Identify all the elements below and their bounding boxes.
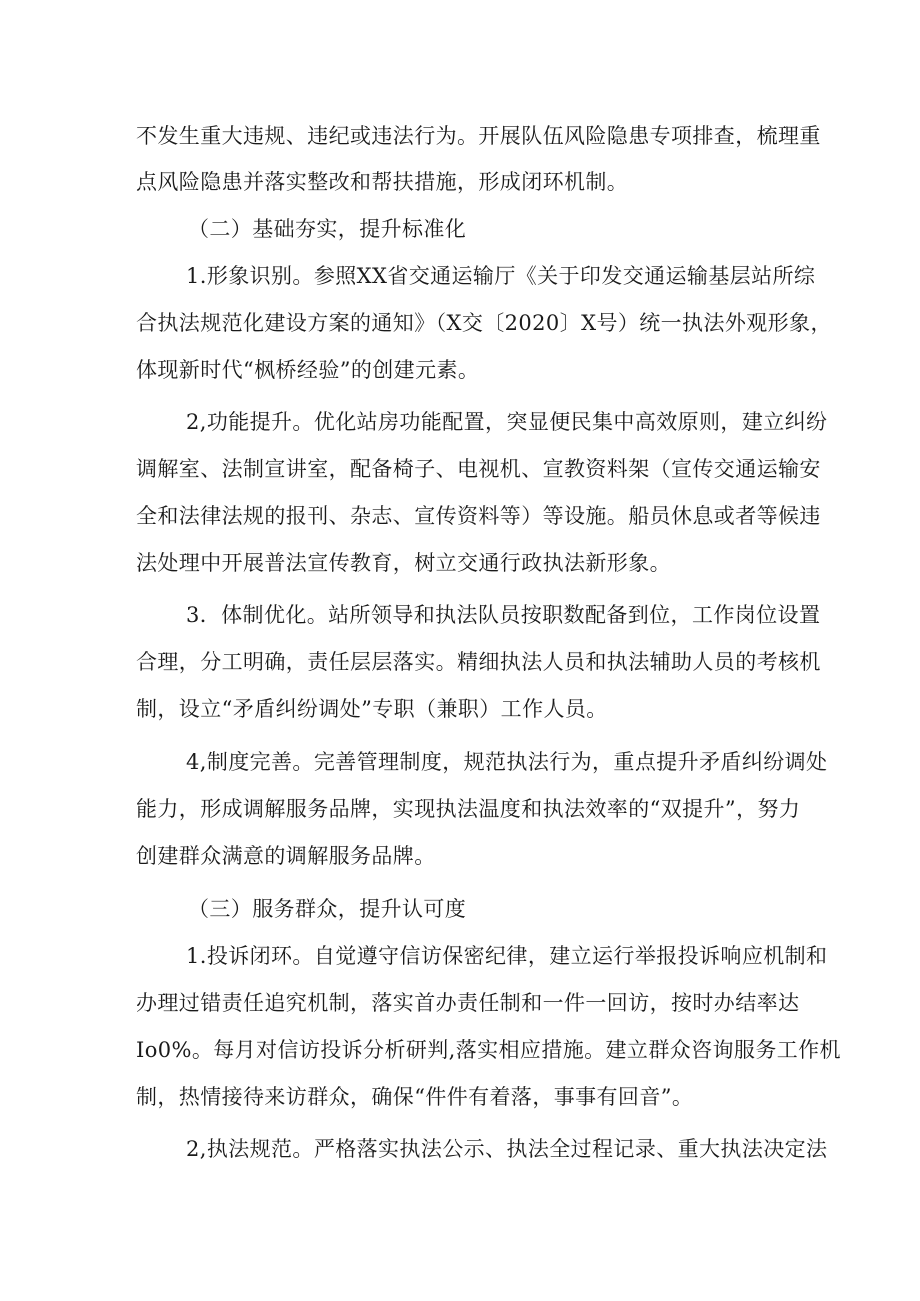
body-line: 能力，形成调解服务品牌，实现执法温度和执法效率的“双提升”，努力 (136, 797, 801, 821)
body-line: 1.形象识别。参照XX省交通运输厅《关于印发交通运输基层站所综 (186, 264, 816, 288)
body-line: 1.投诉闭环。自觉遵守信访保密纪律，建立运行举报投诉响应机制和 (186, 944, 828, 968)
section-heading: （三）服务群众，提升认可度 (188, 897, 467, 921)
body-line: 制，设立“矛盾纠纷调处”专职（兼职）工作人员。 (136, 697, 608, 721)
body-line: 合执法规范化建设方案的通知》（X交〔2020〕X号）统一执法外观形象， (136, 311, 832, 335)
body-line: Io0%。每月对信访投诉分析研判,落实相应措施。建立群众咨询服务工作机 (136, 1038, 841, 1062)
body-line: 2,功能提升。优化站房功能配置，突显便民集中高效原则，建立纠纷 (186, 410, 828, 434)
body-line: 办理过错责任追究机制，落实首办责任制和一件一回访，按时办结率达 (136, 991, 800, 1015)
body-line: 制，热情接待来访群众，确保“件件有着落，事事有回音”。 (136, 1085, 694, 1109)
body-line: 创建群众满意的调解服务品牌。 (136, 844, 436, 868)
body-line: 合理，分工明确，责任层层落实。精细执法人员和执法辅助人员的考核机 (136, 650, 821, 674)
body-line: 点风险隐患并落实整改和帮扶措施，形成闭环机制。 (136, 170, 629, 194)
body-line: 不发生重大违规、违纪或违法行为。开展队伍风险隐患专项排查，梳理重 (136, 124, 821, 148)
section-heading: （二）基础夯实，提升标准化 (188, 217, 467, 241)
body-line: 调解室、法制宣讲室，配备椅子、电视机、宣教资料架（宣传交通运输安 (136, 457, 821, 481)
body-line: 2,执法规范。严格落实执法公示、执法全过程记录、重大执法决定法 (186, 1137, 828, 1161)
body-line: 法处理中开展普法宣传教育，树立交通行政执法新形象。 (136, 551, 671, 575)
body-line: 3．体制优化。站所领导和执法队员按职数配备到位，工作岗位设置 (186, 603, 821, 627)
body-line: 4,制度完善。完善管理制度，规范执法行为，重点提升矛盾纠纷调处 (186, 750, 828, 774)
body-line: 体现新时代“枫桥经验”的创建元素。 (136, 358, 480, 382)
body-line: 全和法律法规的报刊、杂志、宣传资料等）等设施。船员休息或者等候违 (136, 504, 821, 528)
